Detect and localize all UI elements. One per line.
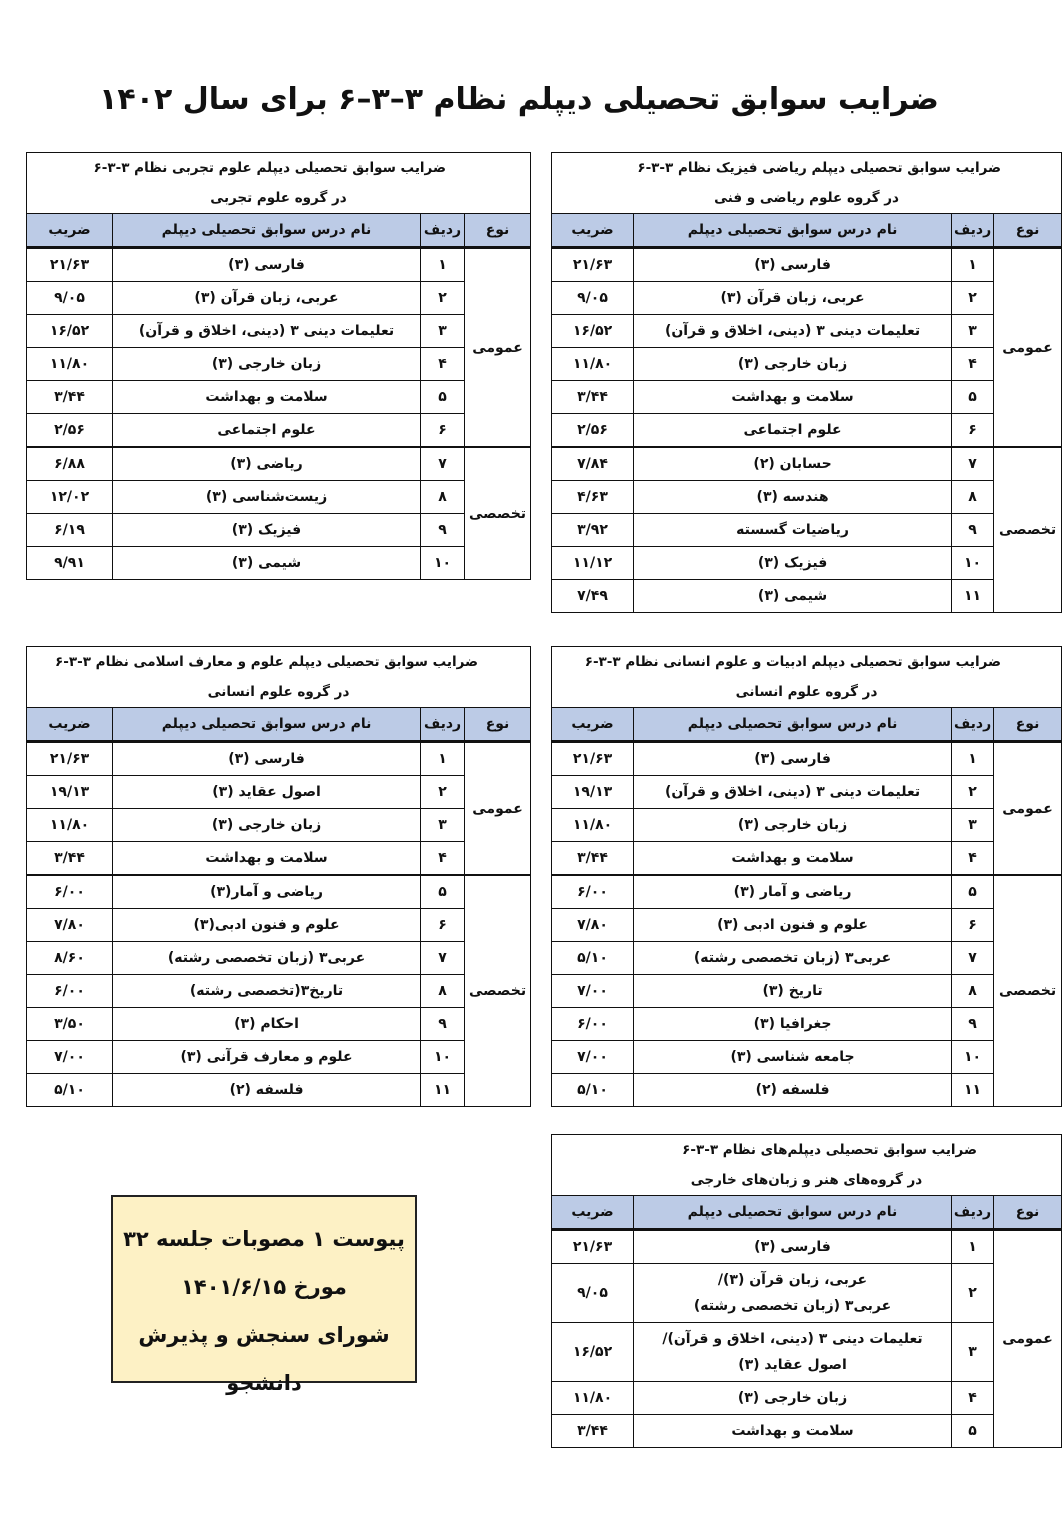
course-name: فلسفه (۲) (113, 1074, 421, 1107)
table-row (552, 282, 1062, 315)
course-name: شیمی (۳) (634, 580, 952, 613)
coefficient: ۳/۴۴ (27, 842, 113, 876)
course-name: عربی۳ (زبان تخصصی رشته) (634, 942, 952, 975)
row-number: ۸ (421, 481, 465, 514)
table-title: ضرایب سوابق تحصیلی دیپلم ادبیات و علوم انسانی نظام ۳-۳-۶ (552, 647, 1062, 678)
course-name: ریاضیات گسسته (634, 514, 952, 547)
row-number: ۸ (421, 975, 465, 1008)
table-row (27, 547, 531, 580)
table-row (27, 315, 531, 348)
header-row: ردیف (952, 214, 994, 248)
table-subtitle: در گروه علوم ریاضی و فنی (552, 183, 1062, 214)
row-number: ۱۰ (421, 547, 465, 580)
page-title: ضرایب سوابق تحصیلی دیپلم نظام ۳–۳–۶ برای سال ۱۴۰۲ (99, 82, 939, 117)
table-row (27, 909, 531, 942)
row-number: ۵ (952, 381, 994, 414)
table-row (552, 348, 1062, 381)
coefficient: ۶/۱۹ (27, 514, 113, 547)
course-name: فیزیک (۳) (113, 514, 421, 547)
table-row (552, 1382, 1062, 1415)
table-row (27, 381, 531, 414)
table-row (552, 381, 1062, 414)
table-row (27, 875, 531, 909)
coefficient: ۹/۹۱ (27, 547, 113, 580)
coefficient: ۲۱/۶۳ (27, 742, 113, 776)
table-row (552, 975, 1062, 1008)
course-name: فارسی (۳) (634, 1230, 952, 1264)
table-row (552, 1041, 1062, 1074)
group-general: عمومی (994, 248, 1062, 448)
row-number: ۳ (421, 809, 465, 842)
table-row (552, 514, 1062, 547)
header-row: ردیف (421, 708, 465, 742)
coefficient: ۷/۸۰ (27, 909, 113, 942)
coefficient: ۳/۴۴ (27, 381, 113, 414)
row-number: ۹ (421, 514, 465, 547)
table-row (552, 842, 1062, 876)
table-row (552, 580, 1062, 613)
course-name: فارسی (۳) (634, 742, 952, 776)
coefficient: ۱۶/۵۲ (552, 315, 634, 348)
course-name-line-1: تعلیمات دینی ۳ (دینی، اخلاق و قرآن)/ (662, 1331, 923, 1347)
row-number: ۴ (421, 348, 465, 381)
table-row (552, 1415, 1062, 1448)
course-name: زبان خارجی (۳) (113, 809, 421, 842)
row-number: ۵ (952, 875, 994, 909)
row-number: ۷ (421, 942, 465, 975)
row-number: ۱۱ (421, 1074, 465, 1107)
row-number: ۱۰ (952, 1041, 994, 1074)
header-coef: ضریب (27, 214, 113, 248)
table-row (27, 248, 531, 282)
row-number: ۹ (952, 1008, 994, 1041)
literature-humanities-table (551, 646, 1062, 1107)
course-name: تاریخ (۳) (634, 975, 952, 1008)
header-course: نام درس سوابق تحصیلی دیپلم (634, 708, 952, 742)
coefficient: ۱۱/۸۰ (27, 809, 113, 842)
table-row (27, 1008, 531, 1041)
table-row (27, 942, 531, 975)
table-title: ضرایب سوابق تحصیلی دیپلم‌های نظام ۳-۳-۶ (552, 1135, 1062, 1166)
coefficient: ۷/۸۴ (552, 447, 634, 481)
header-coef: ضریب (27, 708, 113, 742)
coefficient: ۱۲/۰۲ (27, 481, 113, 514)
course-name: سلامت و بهداشت (113, 381, 421, 414)
table-row (27, 1041, 531, 1074)
table-row (552, 1264, 1062, 1323)
table-row (27, 776, 531, 809)
table-subtitle: در گروه علوم انسانی (552, 677, 1062, 708)
course-name: زبان خارجی (۳) (113, 348, 421, 381)
row-number: ۶ (952, 414, 994, 448)
header-course: نام درس سوابق تحصیلی دیپلم (113, 708, 421, 742)
course-name: فارسی (۳) (113, 742, 421, 776)
coefficient: ۳/۹۲ (552, 514, 634, 547)
coefficient: ۲۱/۶۳ (552, 248, 634, 282)
row-number: ۵ (421, 381, 465, 414)
course-name: فلسفه (۲) (634, 1074, 952, 1107)
coefficient: ۲۱/۶۳ (552, 742, 634, 776)
table-row (552, 742, 1062, 776)
table-row (27, 975, 531, 1008)
header-coef: ضریب (552, 708, 634, 742)
header-type: نوع (994, 214, 1062, 248)
course-name-line-2: اصول عقاید (۳) (738, 1357, 847, 1373)
row-number: ۱ (952, 248, 994, 282)
row-number: ۹ (952, 514, 994, 547)
table-row (27, 447, 531, 481)
course-name: سلامت و بهداشت (113, 842, 421, 876)
coefficient: ۱۱/۸۰ (552, 348, 634, 381)
row-number: ۲ (952, 776, 994, 809)
course-name-line-2: عربی۳ (زبان تخصصی رشته) (693, 1298, 892, 1314)
coefficient: ۴/۶۳ (552, 481, 634, 514)
row-number: ۸ (952, 975, 994, 1008)
coefficient: ۷/۸۰ (552, 909, 634, 942)
header-type: نوع (465, 708, 531, 742)
table-row (552, 875, 1062, 909)
course-name: جغرافیا (۳) (634, 1008, 952, 1041)
course-name-line-1: عربی، زبان قرآن (۳)/ (717, 1272, 868, 1288)
math-physics-table (551, 152, 1062, 613)
table-row (552, 447, 1062, 481)
coefficient: ۱۱/۸۰ (27, 348, 113, 381)
row-number: ۷ (952, 447, 994, 481)
course-name: سلامت و بهداشت (634, 842, 952, 876)
coefficient: ۹/۰۵ (552, 282, 634, 315)
course-name: فیزیک (۳) (634, 547, 952, 580)
table-row (27, 842, 531, 876)
row-number: ۷ (421, 447, 465, 481)
row-number: ۲ (421, 282, 465, 315)
course-name (634, 1323, 952, 1382)
coefficient: ۵/۱۰ (27, 1074, 113, 1107)
header-coef: ضریب (552, 1196, 634, 1230)
table-row (27, 348, 531, 381)
row-number: ۳ (952, 1323, 994, 1382)
row-number: ۱۱ (952, 580, 994, 613)
course-name: هندسه (۳) (634, 481, 952, 514)
experimental-sciences-table (26, 152, 531, 580)
table-row (552, 1074, 1062, 1107)
row-number: ۱۰ (952, 547, 994, 580)
course-name: سلامت و بهداشت (634, 1415, 952, 1448)
course-name: شیمی (۳) (113, 547, 421, 580)
row-number: ۱ (952, 742, 994, 776)
course-name: سلامت و بهداشت (634, 381, 952, 414)
course-name: زیست‌شناسی (۳) (113, 481, 421, 514)
row-number: ۱۰ (421, 1041, 465, 1074)
course-name: علوم و فنون ادبی (۳) (634, 909, 952, 942)
coefficient: ۹/۰۵ (552, 1264, 634, 1323)
table-row (27, 742, 531, 776)
table-row (552, 315, 1062, 348)
coefficient: ۲/۵۶ (552, 414, 634, 448)
row-number: ۱۱ (952, 1074, 994, 1107)
group-general: عمومی (994, 742, 1062, 876)
art-languages-table-body (552, 1135, 1062, 1448)
table-row (27, 1074, 531, 1107)
course-name: علوم اجتماعی (634, 414, 952, 448)
table-row (552, 1008, 1062, 1041)
course-name: ریاضی و آمار(۳) (113, 875, 421, 909)
header-course: نام درس سوابق تحصیلی دیپلم (634, 1196, 952, 1230)
header-row: ردیف (952, 708, 994, 742)
coefficient: ۷/۰۰ (552, 1041, 634, 1074)
coefficient: ۶/۸۸ (27, 447, 113, 481)
row-number: ۲ (952, 1264, 994, 1323)
course-name: احکام (۳) (113, 1008, 421, 1041)
row-number: ۵ (952, 1415, 994, 1448)
table-row (552, 776, 1062, 809)
row-number: ۱ (952, 1230, 994, 1264)
course-name: تعلیمات دینی ۳ (دینی، اخلاق و قرآن) (634, 315, 952, 348)
table-row (27, 481, 531, 514)
coefficient: ۷/۴۹ (552, 580, 634, 613)
header-course: نام درس سوابق تحصیلی دیپلم (634, 214, 952, 248)
table-title: ضرایب سوابق تحصیلی دیپلم ریاضی فیزیک نظام ۳-۳-۶ (552, 153, 1062, 184)
experimental-sciences-table-body (27, 153, 531, 580)
course-name: تعلیمات دینی ۳ (دینی، اخلاق و قرآن) (634, 776, 952, 809)
course-name: اصول عقاید (۳) (113, 776, 421, 809)
row-number: ۶ (421, 909, 465, 942)
table-subtitle: در گروه علوم انسانی (27, 677, 531, 708)
table-row (552, 248, 1062, 282)
math-physics-table-body (552, 153, 1062, 613)
header-row: ردیف (421, 214, 465, 248)
table-row (552, 909, 1062, 942)
coefficient: ۸/۶۰ (27, 942, 113, 975)
row-number: ۱ (421, 742, 465, 776)
row-number: ۲ (952, 282, 994, 315)
table-row (27, 414, 531, 448)
coefficient: ۱۹/۱۳ (27, 776, 113, 809)
course-name: ریاضی و آمار (۳) (634, 875, 952, 909)
row-number: ۸ (952, 481, 994, 514)
coefficient: ۱۱/۱۲ (552, 547, 634, 580)
course-name: عربی، زبان قرآن (۳) (634, 282, 952, 315)
header-type: نوع (994, 1196, 1062, 1230)
row-number: ۳ (421, 315, 465, 348)
row-number: ۱ (421, 248, 465, 282)
coefficient: ۱۹/۱۳ (552, 776, 634, 809)
table-row (27, 809, 531, 842)
row-number: ۷ (952, 942, 994, 975)
course-name: زبان خارجی (۳) (634, 1382, 952, 1415)
approval-notice (111, 1195, 417, 1395)
course-name: فارسی (۳) (113, 248, 421, 282)
coefficient: ۲۱/۶۳ (27, 248, 113, 282)
course-name: علوم اجتماعی (113, 414, 421, 448)
row-number: ۵ (421, 875, 465, 909)
course-name: علوم و معارف قرآنی (۳) (113, 1041, 421, 1074)
coefficient: ۳/۵۰ (27, 1008, 113, 1041)
row-number: ۴ (952, 1382, 994, 1415)
table-row (552, 1323, 1062, 1382)
coefficient: ۵/۱۰ (552, 1074, 634, 1107)
coefficient: ۷/۰۰ (27, 1041, 113, 1074)
row-number: ۳ (952, 809, 994, 842)
coefficient: ۹/۰۵ (27, 282, 113, 315)
row-number: ۴ (952, 348, 994, 381)
course-name: عربی، زبان قرآن (۳) (113, 282, 421, 315)
coefficient: ۶/۰۰ (552, 875, 634, 909)
notice-line-2: مورخ ۱۴۰۱/۶/۱۵ (181, 1275, 347, 1299)
course-name (634, 1264, 952, 1323)
table-row (552, 547, 1062, 580)
coefficient: ۶/۰۰ (27, 875, 113, 909)
header-coef: ضریب (552, 214, 634, 248)
coefficient: ۳/۴۴ (552, 1415, 634, 1448)
table-row (27, 282, 531, 315)
coefficient: ۳/۴۴ (552, 842, 634, 876)
course-name: تاریخ۳(تخصصی رشته) (113, 975, 421, 1008)
course-name: حسابان (۲) (634, 447, 952, 481)
coefficient: ۱۶/۵۲ (552, 1323, 634, 1382)
coefficient: ۱۱/۸۰ (552, 1382, 634, 1415)
course-name: فارسی (۳) (634, 248, 952, 282)
coefficient: ۱۶/۵۲ (27, 315, 113, 348)
table-row (552, 809, 1062, 842)
row-number: ۴ (952, 842, 994, 876)
table-subtitle: در گروه علوم تجربی (27, 183, 531, 214)
notice-line-3: شورای سنجش و پذیرش دانشجو (138, 1323, 390, 1395)
header-type: نوع (465, 214, 531, 248)
row-number: ۶ (421, 414, 465, 448)
header-row: ردیف (952, 1196, 994, 1230)
art-languages-table (551, 1134, 1062, 1448)
table-row (552, 1230, 1062, 1264)
row-number: ۶ (952, 909, 994, 942)
notice-line-1: پیوست ۱ مصوبات جلسه ۳۲ (123, 1227, 405, 1251)
table-row (27, 514, 531, 547)
table-row (552, 481, 1062, 514)
coefficient: ۱۱/۸۰ (552, 809, 634, 842)
row-number: ۲ (421, 776, 465, 809)
group-special: تخصصی (994, 875, 1062, 1107)
group-special: تخصصی (465, 447, 531, 580)
table-row (552, 414, 1062, 448)
coefficient: ۶/۰۰ (27, 975, 113, 1008)
coefficient: ۶/۰۰ (552, 1008, 634, 1041)
course-name: ریاضی (۳) (113, 447, 421, 481)
table-subtitle: در گروه‌های هنر و زبان‌های خارجی (552, 1165, 1062, 1196)
coefficient: ۳/۴۴ (552, 381, 634, 414)
course-name: تعلیمات دینی ۳ (دینی، اخلاق و قرآن) (113, 315, 421, 348)
coefficient: ۷/۰۰ (552, 975, 634, 1008)
coefficient: ۲/۵۶ (27, 414, 113, 448)
group-special: تخصصی (994, 447, 1062, 613)
table-row (552, 942, 1062, 975)
row-number: ۹ (421, 1008, 465, 1041)
course-name: زبان خارجی (۳) (634, 348, 952, 381)
course-name: عربی۳ (زبان تخصصی رشته) (113, 942, 421, 975)
islamic-studies-table-body (27, 647, 531, 1107)
course-name: زبان خارجی (۳) (634, 809, 952, 842)
table-title: ضرایب سوابق تحصیلی دیپلم علوم و معارف اسلامی نظام ۳-۳-۶ (27, 647, 531, 678)
row-number: ۴ (421, 842, 465, 876)
literature-humanities-table-body (552, 647, 1062, 1107)
group-general: عمومی (465, 742, 531, 876)
course-name: جامعه شناسی (۳) (634, 1041, 952, 1074)
islamic-studies-table (26, 646, 531, 1107)
group-special: تخصصی (465, 875, 531, 1107)
coefficient: ۲۱/۶۳ (552, 1230, 634, 1264)
row-number: ۳ (952, 315, 994, 348)
header-course: نام درس سوابق تحصیلی دیپلم (113, 214, 421, 248)
course-name: علوم و فنون ادبی(۳) (113, 909, 421, 942)
header-type: نوع (994, 708, 1062, 742)
group-general: عمومی (994, 1230, 1062, 1448)
coefficient: ۵/۱۰ (552, 942, 634, 975)
group-general: عمومی (465, 248, 531, 448)
table-title: ضرایب سوابق تحصیلی دیپلم علوم تجربی نظام ۳-۳-۶ (27, 153, 531, 184)
